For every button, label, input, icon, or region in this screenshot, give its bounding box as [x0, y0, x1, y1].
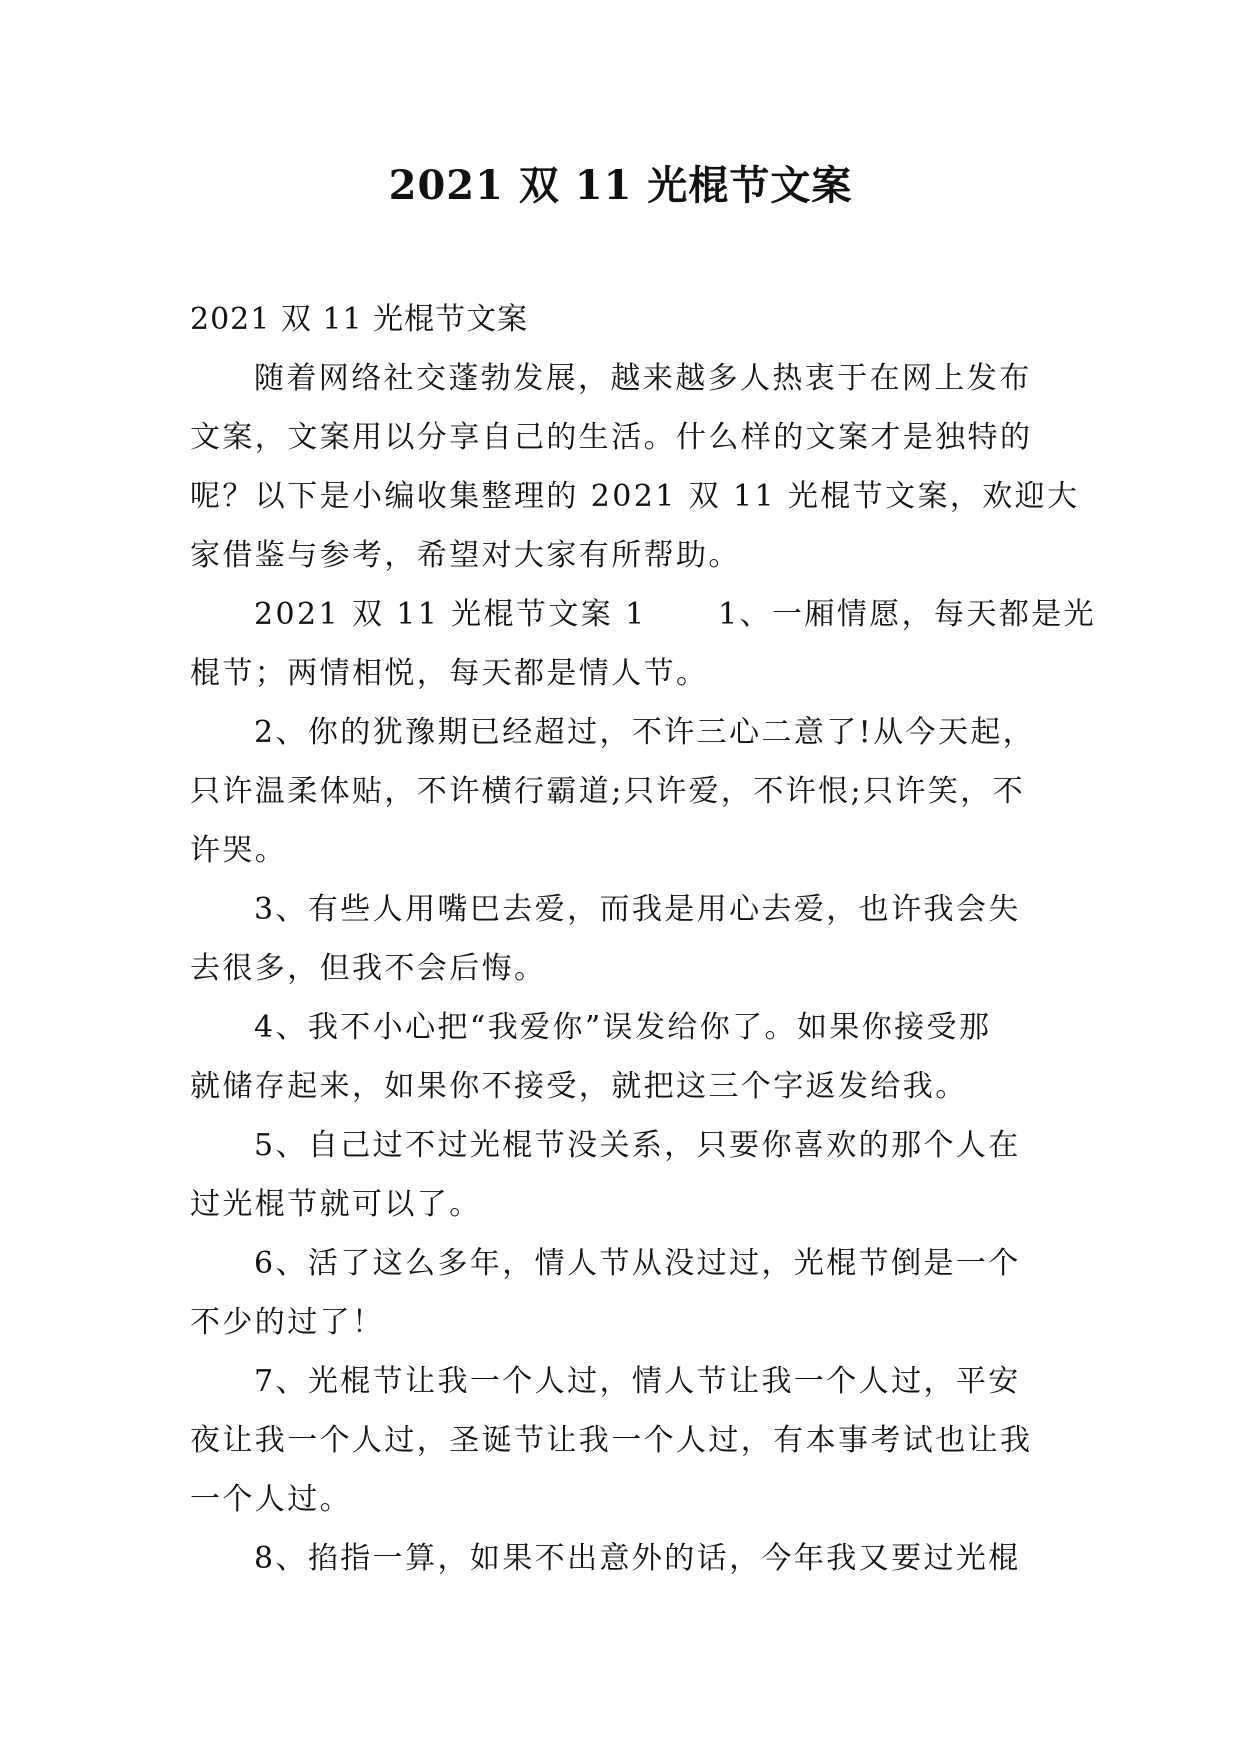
paragraph-line: 棍节；两情相悦，每天都是情人节。: [190, 656, 709, 691]
paragraph-line: 8、掐指一算，如果不出意外的话，今年我又要过光棍: [254, 1541, 1021, 1576]
paragraph-line: 只许温柔体贴，不许横行霸道;只许爱，不许恨;只许笑，不: [190, 774, 1026, 809]
paragraph-line: 不少的过了！: [190, 1305, 385, 1340]
paragraph-line: 6、活了这么多年，情人节从没过过，光棍节倒是一个: [254, 1246, 1021, 1281]
paragraph-line: 去很多，但我不会后悔。: [190, 951, 547, 986]
paragraph-line: 文案，文案用以分享自己的生活。什么样的文案才是独特的: [190, 420, 1033, 455]
paragraph-line: 过光棍节就可以了。: [190, 1187, 482, 1222]
paragraph-line: 2021 双 11 光棍节文案 1 1、一厢情愿，每天都是光: [254, 597, 1097, 632]
paragraph-line: 夜让我一个人过，圣诞节让我一个人过，有本事考试也让我: [190, 1423, 1033, 1458]
paragraph-line: 4、我不小心把“我爱你”误发给你了。如果你接受那: [254, 1010, 992, 1045]
paragraph-line: 家借鉴与参考，希望对大家有所帮助。: [190, 538, 741, 573]
paragraph-line: 5、自己过不过光棍节没关系，只要你喜欢的那个人在: [254, 1128, 1021, 1163]
paragraph-line: 许哭。: [190, 833, 288, 868]
paragraph-line: 随着网络社交蓬勃发展，越来越多人热衷于在网上发布: [254, 361, 1032, 396]
paragraph-line: 一个人过。: [190, 1482, 352, 1517]
document-body: [190, 290, 1097, 1588]
document-title: 2021 双 11 光棍节文案: [388, 162, 853, 209]
paragraph-line: 7、光棍节让我一个人过，情人节让我一个人过，平安: [254, 1364, 1021, 1399]
paragraph-line: 呢？以下是小编收集整理的 2021 双 11 光棍节文案，欢迎大: [190, 479, 1080, 514]
paragraph-line: 3、有些人用嘴巴去爱，而我是用心去爱，也许我会失: [254, 892, 1021, 927]
subheading: 2021 双 11 光棍节文案: [190, 302, 529, 337]
paragraph-line: 2、你的犹豫期已经超过，不许三心二意了!从今天起，: [254, 715, 1036, 750]
paragraph-line: 就储存起来，如果你不接受，就把这三个字返发给我。: [190, 1069, 968, 1104]
